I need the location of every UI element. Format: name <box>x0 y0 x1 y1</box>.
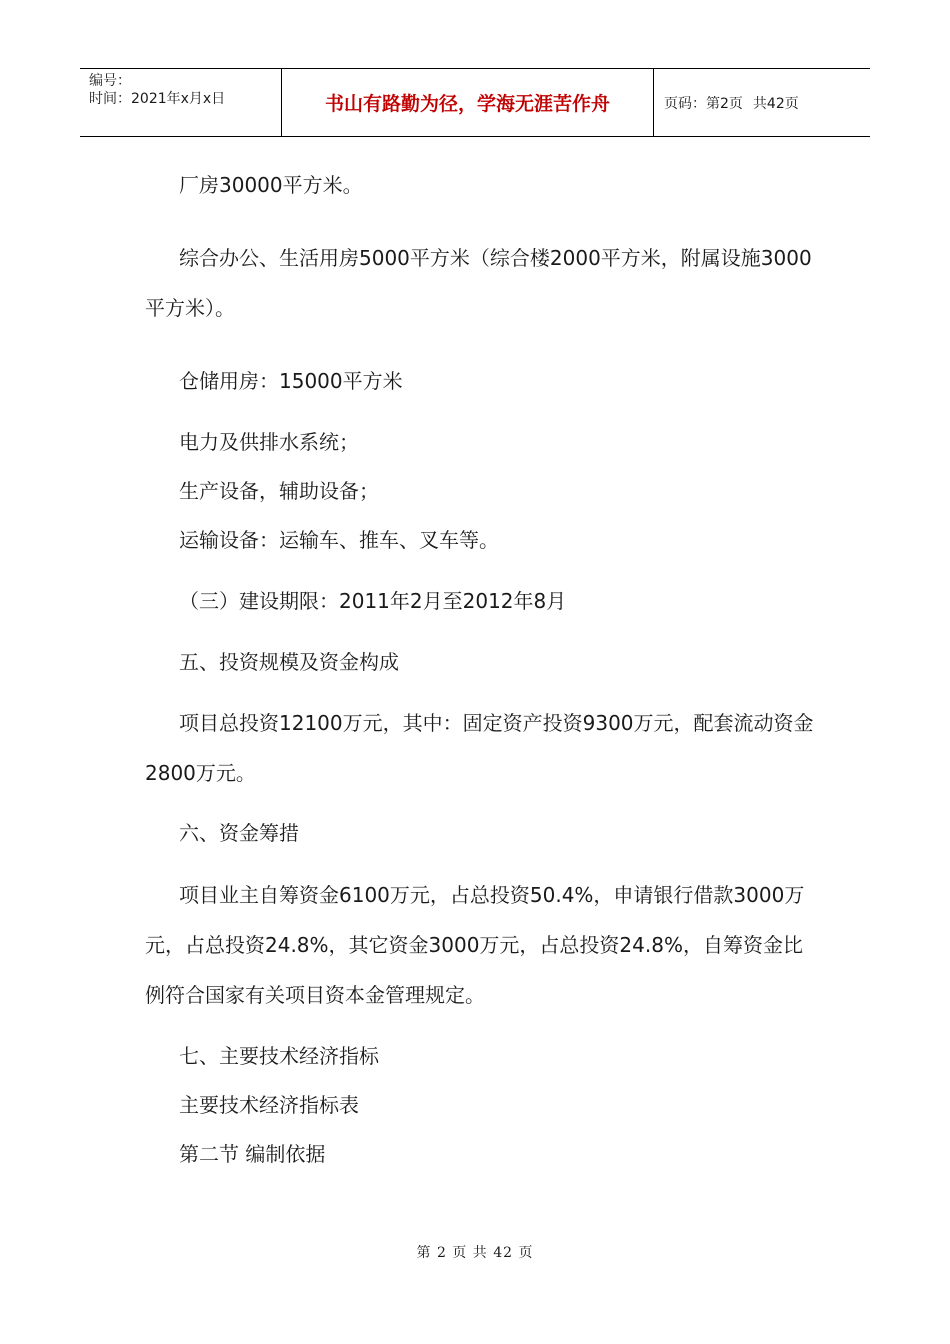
paragraph-production-equipment: 生产设备，辅助设备； <box>179 479 379 503</box>
header-meta <box>80 69 282 136</box>
paragraph-construction-period: （三）建设期限：2011年2月至2012年8月 <box>179 589 567 613</box>
header-motto: 书山有路勤为径，学海无涯苦作舟 <box>282 69 654 136</box>
paragraph-total-investment: 项目总投资12100万元，其中：固定资产投资9300万元，配套流动资金2800万元。 <box>145 711 814 785</box>
section-heading-financing: 六、资金筹措 <box>179 821 299 845</box>
paragraph-office-area: 综合办公、生活用房5000平方米（综合楼2000平方米，附属设施3000平方米）。 <box>145 246 812 320</box>
paragraph-power-water: 电力及供排水系统； <box>179 430 359 454</box>
document-time-label: 时间：2021年x月x日 <box>89 91 226 107</box>
header-page-number: 页码：第2页 <box>664 95 743 112</box>
section-heading-indicators: 七、主要技术经济指标 <box>179 1044 379 1068</box>
paragraph-indicators-table: 主要技术经济指标表 <box>179 1093 359 1117</box>
header-page-total: 共42页 <box>752 95 799 112</box>
paragraph-transport-equipment: 运输设备：运输车、推车、叉车等。 <box>179 528 499 552</box>
page-header <box>80 68 870 137</box>
section-heading-basis: 第二节 编制依据 <box>179 1142 326 1166</box>
paragraph-financing-detail: 项目业主自筹资金6100万元，占总投资50.4%，申请银行借款3000万元，占总投资24.8%，其它资金3000万元，占总投资24.8%，自筹资金比例符合国家有关项目资本金管理规定。 <box>145 883 805 1007</box>
header-page-info <box>654 69 870 136</box>
paragraph-factory-area: 厂房30000平方米。 <box>179 173 363 197</box>
page-footer: 第 2 页 共 42 页 <box>416 1245 534 1261</box>
document-number-label: 编号： <box>89 73 131 89</box>
paragraph-storage-area: 仓储用房：15000平方米 <box>179 369 403 393</box>
section-heading-investment: 五、投资规模及资金构成 <box>179 650 399 674</box>
